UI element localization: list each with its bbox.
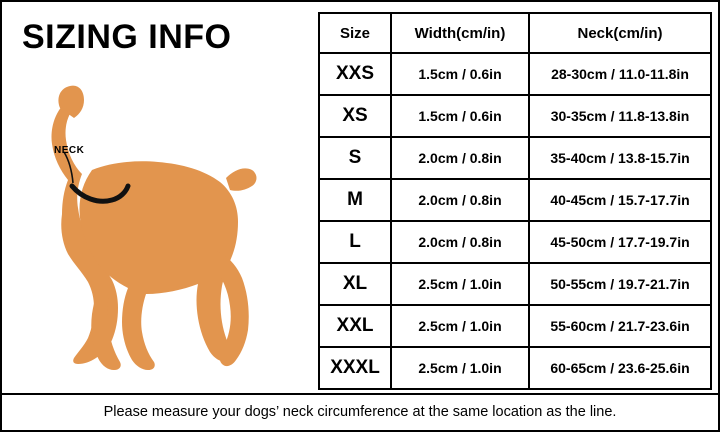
cell-neck: 40-45cm / 15.7-17.7in	[529, 179, 711, 221]
cell-width: 1.5cm / 0.6in	[391, 95, 529, 137]
page-title: SIZING INFO	[22, 18, 232, 56]
cell-size: S	[319, 137, 391, 179]
cell-neck: 28-30cm / 11.0-11.8in	[529, 53, 711, 95]
table-header-row	[319, 13, 711, 53]
cell-width: 2.0cm / 0.8in	[391, 179, 529, 221]
neck-label: NECK	[54, 145, 85, 156]
column-header-size: Size	[319, 13, 391, 53]
cell-width: 2.5cm / 1.0in	[391, 305, 529, 347]
cell-neck: 45-50cm / 17.7-19.7in	[529, 221, 711, 263]
cell-width: 2.0cm / 0.8in	[391, 137, 529, 179]
table-row	[319, 347, 711, 389]
cell-neck: 30-35cm / 11.8-13.8in	[529, 95, 711, 137]
table-row	[319, 305, 711, 347]
cell-width: 2.5cm / 1.0in	[391, 347, 529, 389]
table-row	[319, 179, 711, 221]
cell-neck: 35-40cm / 13.8-15.7in	[529, 137, 711, 179]
cell-width: 2.5cm / 1.0in	[391, 263, 529, 305]
cell-size: XS	[319, 95, 391, 137]
size-chart-table	[318, 12, 712, 390]
cell-size: XXL	[319, 305, 391, 347]
footer-note: Please measure your dogs’ neck circumference at the same location as the line.	[103, 404, 617, 420]
cell-width: 2.0cm / 0.8in	[391, 221, 529, 263]
table-row	[319, 263, 711, 305]
table-row	[319, 53, 711, 95]
footer-divider	[2, 393, 718, 395]
left-panel	[2, 2, 314, 390]
column-header-neck: Neck(cm/in)	[529, 13, 711, 53]
cell-neck: 55-60cm / 21.7-23.6in	[529, 305, 711, 347]
cell-size: XXXL	[319, 347, 391, 389]
table-row	[319, 95, 711, 137]
table-row	[319, 221, 711, 263]
dog-illustration	[16, 74, 306, 374]
column-header-width: Width(cm/in)	[391, 13, 529, 53]
cell-size: L	[319, 221, 391, 263]
cell-size: M	[319, 179, 391, 221]
cell-neck: 60-65cm / 23.6-25.6in	[529, 347, 711, 389]
table-row	[319, 137, 711, 179]
cell-width: 1.5cm / 0.6in	[391, 53, 529, 95]
cell-neck: 50-55cm / 19.7-21.7in	[529, 263, 711, 305]
cell-size: XL	[319, 263, 391, 305]
cell-size: XXS	[319, 53, 391, 95]
